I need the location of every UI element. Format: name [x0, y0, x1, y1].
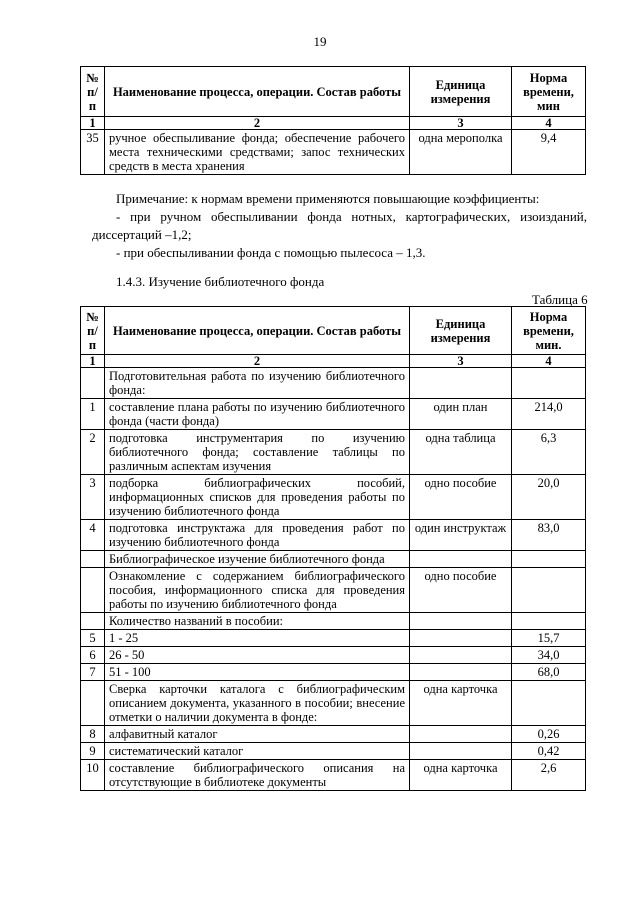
index-cell: 2 — [105, 355, 410, 368]
row-num: 7 — [81, 664, 105, 681]
table-row — [81, 368, 586, 399]
note-line-3: - при обеспыливании фонда с помощью пылесоса – 1,3. — [116, 245, 426, 260]
index-cell: 1 — [81, 355, 105, 368]
row-num: 4 — [81, 520, 105, 551]
header-name: Наименование процесса, операции. Состав работы — [105, 307, 410, 355]
row-name: составление плана работы по изучению библиотечного фонда (части фонда) — [105, 399, 410, 430]
index-row — [81, 355, 586, 368]
row-value — [512, 613, 586, 630]
index-cell: 4 — [512, 117, 586, 130]
row-num — [81, 368, 105, 399]
row-num: 3 — [81, 475, 105, 520]
row-name: подготовка инструктажа для проведения работ по изучению библиотечного фонда — [105, 520, 410, 551]
row-unit — [410, 664, 512, 681]
row-value — [512, 568, 586, 613]
row-num — [81, 568, 105, 613]
row-unit — [410, 613, 512, 630]
row-name: Количество названий в пособии: — [105, 613, 410, 630]
row-unit: одна таблица — [410, 430, 512, 475]
table-header-row — [81, 67, 586, 117]
table-row — [81, 130, 586, 175]
row-unit — [410, 647, 512, 664]
row-unit — [410, 368, 512, 399]
row-name: Ознакомление с содержанием библиографического пособия, информационного списка для проведения работы по изучению библиотечного фонда — [105, 568, 410, 613]
row-value: 0,42 — [512, 743, 586, 760]
table-row — [81, 743, 586, 760]
row-value: 0,26 — [512, 726, 586, 743]
header-num: № п/п — [81, 307, 105, 355]
row-num: 10 — [81, 760, 105, 791]
row-unit — [410, 726, 512, 743]
row-num: 35 — [81, 130, 105, 175]
row-num: 2 — [81, 430, 105, 475]
row-name: систематический каталог — [105, 743, 410, 760]
row-value: 9,4 — [512, 130, 586, 175]
header-unit: Единица измерения — [410, 67, 512, 117]
row-name: алфавитный каталог — [105, 726, 410, 743]
row-name: 51 - 100 — [105, 664, 410, 681]
row-value: 68,0 — [512, 664, 586, 681]
row-value: 15,7 — [512, 630, 586, 647]
row-unit: один инструктаж — [410, 520, 512, 551]
index-cell: 3 — [410, 117, 512, 130]
table-row — [81, 551, 586, 568]
row-value: 6,3 — [512, 430, 586, 475]
index-row — [81, 117, 586, 130]
row-unit: одна мерополка — [410, 130, 512, 175]
table-row — [81, 568, 586, 613]
row-value — [512, 551, 586, 568]
table-row — [81, 681, 586, 726]
table-row — [81, 475, 586, 520]
row-num: 6 — [81, 647, 105, 664]
row-unit: одна карточка — [410, 760, 512, 791]
row-num — [81, 613, 105, 630]
row-num — [81, 551, 105, 568]
row-value: 83,0 — [512, 520, 586, 551]
table-6 — [80, 306, 586, 791]
header-name: Наименование процесса, операции. Состав работы — [105, 67, 410, 117]
table-row — [81, 647, 586, 664]
row-value: 2,6 — [512, 760, 586, 791]
row-value: 214,0 — [512, 399, 586, 430]
row-num: 8 — [81, 726, 105, 743]
row-name: подготовка инструментария по изучению библиотечного фонда; составление таблицы по различным аспектам изучения — [105, 430, 410, 475]
row-unit — [410, 551, 512, 568]
table-header-row — [81, 307, 586, 355]
header-unit: Единица измерения — [410, 307, 512, 355]
row-name: Сверка карточки каталога с библиографическим описанием документа, указанного в пособии; внесение отметки о наличии документа в фонде: — [105, 681, 410, 726]
row-value — [512, 681, 586, 726]
row-name: Подготовительная работа по изучению библиотечного фонда: — [105, 368, 410, 399]
row-unit: одно пособие — [410, 475, 512, 520]
row-unit: одно пособие — [410, 568, 512, 613]
row-name: ручное обеспыливание фонда; обеспечение рабочего места техническими средствами; запос технических средств в места хранения — [105, 130, 410, 175]
table-row — [81, 613, 586, 630]
row-num: 5 — [81, 630, 105, 647]
row-name: Библиографическое изучение библиотечного фонда — [105, 551, 410, 568]
row-unit: один план — [410, 399, 512, 430]
row-num: 9 — [81, 743, 105, 760]
row-unit — [410, 743, 512, 760]
row-value: 34,0 — [512, 647, 586, 664]
row-unit: одна карточка — [410, 681, 512, 726]
table-1 — [80, 66, 586, 175]
header-num: № п/п — [81, 67, 105, 117]
table-row — [81, 430, 586, 475]
header-norm: Норма времени, мин. — [512, 307, 586, 355]
note-line-2: - при ручном обеспыливании фонда нотных, картографических, изоизданий, диссертаций –1,2; — [92, 209, 587, 242]
table-row — [81, 760, 586, 791]
index-cell: 4 — [512, 355, 586, 368]
table-row — [81, 664, 586, 681]
table-row — [81, 726, 586, 743]
index-cell: 3 — [410, 355, 512, 368]
row-value: 20,0 — [512, 475, 586, 520]
section-title: 1.4.3. Изучение библиотечного фонда — [116, 274, 325, 289]
note-line-1: Примечание: к нормам времени применяются повышающие коэффициенты: — [116, 191, 540, 206]
row-unit — [410, 630, 512, 647]
row-name: 1 - 25 — [105, 630, 410, 647]
row-num — [81, 681, 105, 726]
table-row — [81, 520, 586, 551]
table-row — [81, 630, 586, 647]
row-num: 1 — [81, 399, 105, 430]
header-norm: Норма времени, мин — [512, 67, 586, 117]
row-name: составление библиографического описания на отсутствующие в библиотеке документы — [105, 760, 410, 791]
row-name: подборка библиографических пособий, информационных списков для проведения работы по изучению библиотечного фонда — [105, 475, 410, 520]
table-label: Таблица 6 — [532, 292, 588, 307]
row-value — [512, 368, 586, 399]
table-row — [81, 399, 586, 430]
page-number: 19 — [313, 34, 327, 49]
index-cell: 1 — [81, 117, 105, 130]
index-cell: 2 — [105, 117, 410, 130]
row-name: 26 - 50 — [105, 647, 410, 664]
